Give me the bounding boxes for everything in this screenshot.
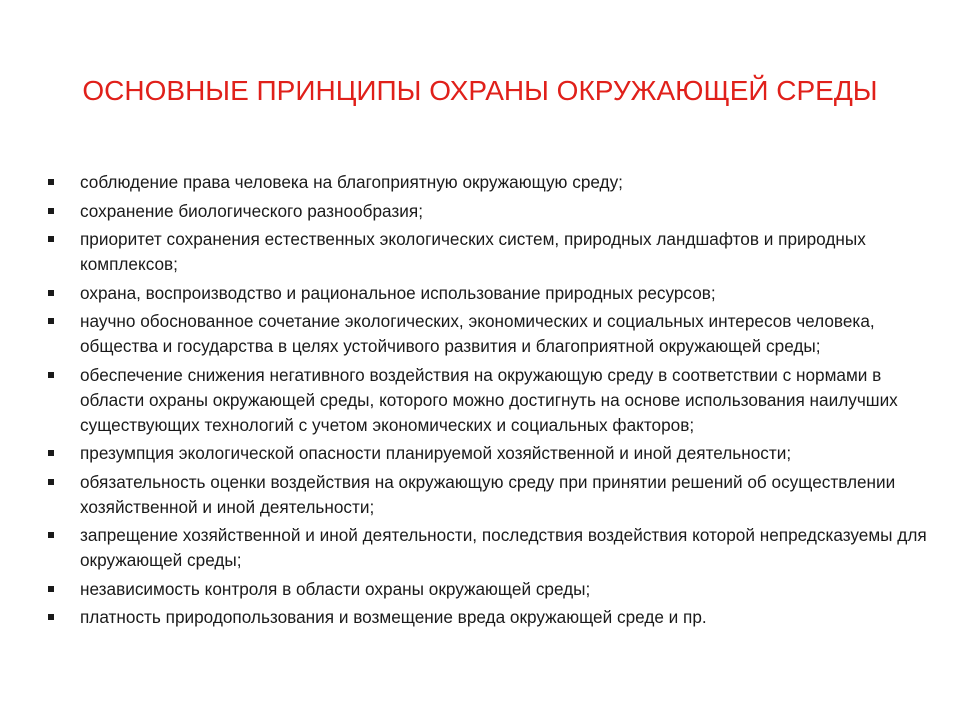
square-bullet-icon bbox=[48, 479, 54, 485]
list-item bbox=[48, 470, 928, 520]
square-bullet-icon bbox=[48, 290, 54, 296]
principles-list bbox=[48, 170, 928, 634]
list-item bbox=[48, 363, 928, 438]
list-item bbox=[48, 227, 928, 277]
slide-title: ОСНОВНЫЕ ПРИНЦИПЫ ОХРАНЫ ОКРУЖАЮЩЕЙ СРЕДЫ bbox=[82, 75, 878, 106]
list-item-text: соблюдение права человека на благоприятную окружающую среду; bbox=[80, 172, 623, 192]
square-bullet-icon bbox=[48, 586, 54, 592]
square-bullet-icon bbox=[48, 450, 54, 456]
list-item-text: приоритет сохранения естественных экологических систем, природных ландшафтов и природных комплексов; bbox=[80, 229, 866, 274]
list-item bbox=[48, 441, 928, 466]
list-item bbox=[48, 199, 928, 224]
list-item-text: обеспечение снижения негативного воздействия на окружающую среду в соответствии с нормами в области охраны окружающей среды, которого можно достигнуть на основе использования наилучших существующих технологий с учетом экономических и социальных факторов; bbox=[80, 364, 898, 435]
square-bullet-icon bbox=[48, 532, 54, 538]
list-item-text: научно обоснованное сочетание экологических, экономических и социальных интересов человека, общества и государства в целях устойчивого развития и благоприятной окружающей среды; bbox=[80, 311, 875, 356]
list-item-text: независимость контроля в области охраны окружающей среды; bbox=[80, 578, 591, 599]
list-item-text: сохранение биологического разнообразия; bbox=[80, 200, 423, 221]
list-item bbox=[48, 309, 928, 359]
list-item bbox=[48, 523, 928, 573]
square-bullet-icon bbox=[48, 318, 54, 324]
list-item-text: презумпция экологической опасности планируемой хозяйственной и иной деятельности; bbox=[80, 443, 792, 463]
list-item bbox=[48, 577, 928, 602]
list-item-text: охрана, воспроизводство и рациональное использование природных ресурсов; bbox=[80, 282, 716, 303]
list-item-text: обязательность оценки воздействия на окружающую среду при принятии решений об осуществлении хозяйственной и иной деятельности; bbox=[80, 471, 896, 517]
square-bullet-icon bbox=[48, 614, 54, 620]
list-item-text: запрещение хозяйственной и иной деятельности, последствия воздействия которой непредсказуемы для окружающей среды; bbox=[80, 525, 927, 570]
square-bullet-icon bbox=[48, 208, 54, 214]
list-item bbox=[48, 605, 928, 630]
list-item-text: платность природопользования и возмещение вреда окружающей среде и пр. bbox=[80, 607, 707, 627]
square-bullet-icon bbox=[48, 372, 54, 378]
list-item bbox=[48, 170, 928, 195]
square-bullet-icon bbox=[48, 236, 54, 242]
list-item bbox=[48, 281, 928, 306]
square-bullet-icon bbox=[48, 179, 54, 185]
